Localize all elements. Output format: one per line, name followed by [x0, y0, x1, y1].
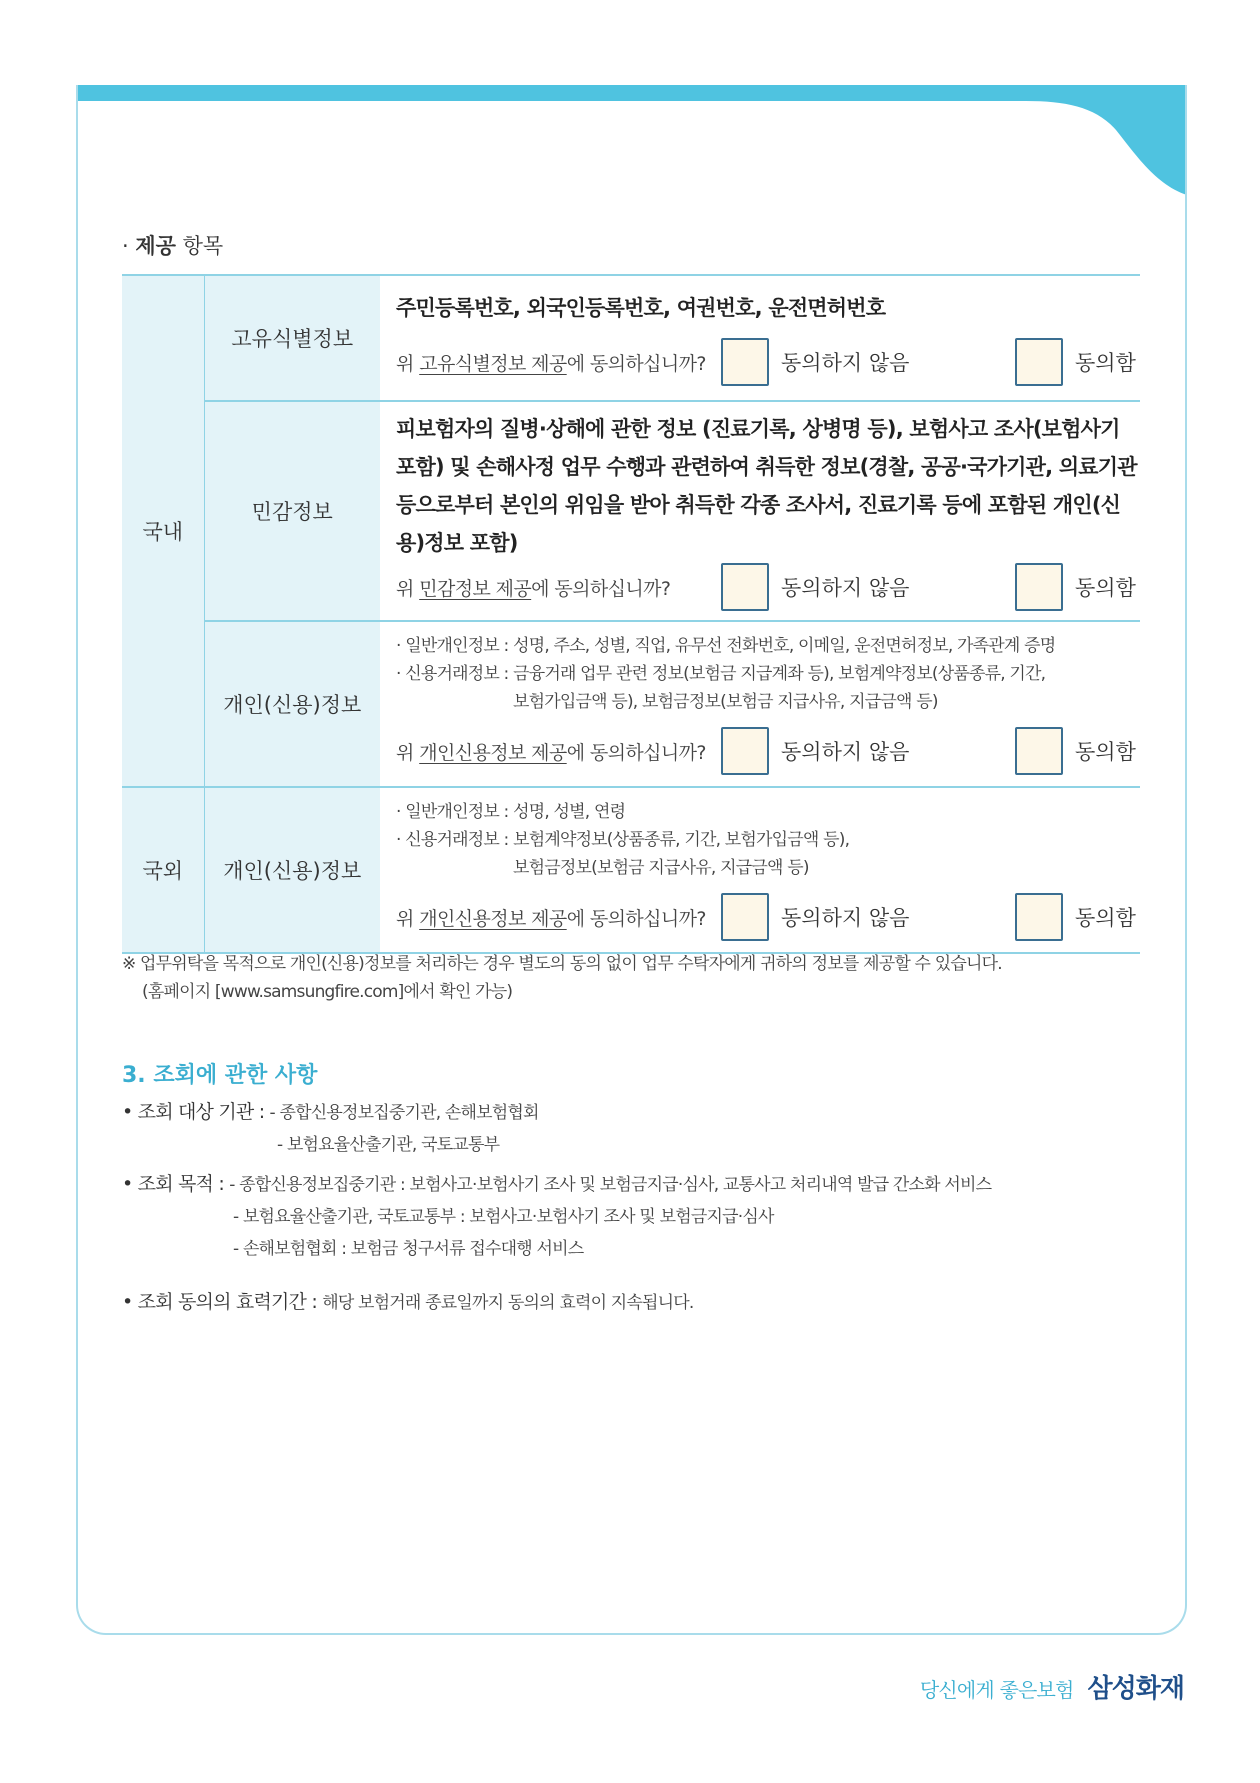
category-cell: 민감정보 — [204, 401, 380, 621]
info-description: 주민등록번호, 외국인등록번호, 여권번호, 운전면허번호 — [396, 296, 886, 320]
table-row — [122, 621, 1140, 787]
brand-footer — [920, 1668, 1184, 1705]
footnote-line: ※ 업무위탁을 목적으로 개인(신용)정보를 처리하는 경우 별도의 동의 없이 업무 수탁자에게 귀하의 정보를 제공할 수 있습니다. — [122, 954, 1002, 974]
agree-label: 동의함 — [1075, 740, 1136, 764]
disagree-checkbox[interactable] — [721, 563, 769, 611]
footnote-line: (홈페이지 [www.samsungfire.com]에서 확인 가능) — [142, 982, 513, 1002]
inquiry-purpose: • 조회 목적 : - 종합신용정보집중기관 : 보험사고·보험사기 조사 및 보험금지급·심사, 교통사고 처리내역 발급 간소화 서비스 - 보험요율산출기관, 국토교통부 : 보험사고·보험사기 조사 및 보험금지급·심사 - 손해보험협회 : 보험금 청구서류 접수대행 서비스 — [122, 1173, 992, 1259]
disagree-checkbox[interactable] — [721, 338, 769, 386]
agree-label: 동의함 — [1075, 906, 1136, 930]
consent-table — [122, 274, 1140, 954]
consent-question: 위 개인신용정보 제공에 동의하십니까? — [396, 907, 706, 930]
region-cell-domestic: 국내 — [122, 275, 204, 787]
content-cell — [380, 275, 1140, 401]
consent-question-row — [396, 892, 1140, 942]
inquiry-institutions: • 조회 대상 기관 : - 종합신용정보집중기관, 손해보험협회 - 보험요율산출기관, 국토교통부 — [122, 1101, 539, 1155]
agree-checkbox[interactable] — [1015, 563, 1063, 611]
brand-slogan: 당신에게 좋은보험 — [919, 1678, 1074, 1702]
content-cell — [380, 401, 1140, 621]
disagree-checkbox[interactable] — [721, 727, 769, 775]
agree-label: 동의함 — [1075, 351, 1136, 375]
info-description: 피보험자의 질병·상해에 관한 정보 (진료기록, 상병명 등), 보험사고 조사(보험사기 포함) 및 손해사정 업무 수행과 관련하여 취득한 정보(경찰, 공공·국가기관, 의료기관 등으로부터 본인의 위임을 받아 취득한 각종 조사서, 진료기록 등에 포함된 개인(신용)정보 포함) — [396, 417, 1137, 555]
category-cell: 개인(신용)정보 — [204, 621, 380, 787]
brand-logo-text: 삼성화재 — [1087, 1674, 1184, 1704]
disagree-label: 동의하지 않음 — [781, 576, 910, 600]
table-row — [122, 401, 1140, 621]
agree-checkbox[interactable] — [1015, 338, 1063, 386]
section-heading-provided-items: · 제공 항목 — [122, 234, 224, 258]
section-3-title: 3. 조회에 관한 사항 — [122, 1063, 318, 1088]
content-cell — [380, 621, 1140, 787]
table-row — [122, 275, 1140, 401]
category-cell: 개인(신용)정보 — [204, 787, 380, 953]
content-cell — [380, 787, 1140, 953]
disagree-checkbox[interactable] — [721, 893, 769, 941]
footnote — [122, 950, 1002, 1006]
agree-checkbox[interactable] — [1015, 727, 1063, 775]
info-list: · 일반개인정보 : 성명, 성별, 연령 · 신용거래정보 : 보험계약정보(상품종류, 기간, 보험가입금액 등), 보험금정보(보험금 지급사유, 지급금액 등) — [396, 802, 850, 878]
consent-question-row — [396, 562, 1140, 612]
consent-question-row — [396, 726, 1140, 776]
agree-checkbox[interactable] — [1015, 893, 1063, 941]
category-cell: 고유식별정보 — [204, 275, 380, 401]
agree-label: 동의함 — [1075, 576, 1136, 600]
disagree-label: 동의하지 않음 — [781, 906, 910, 930]
disagree-label: 동의하지 않음 — [781, 351, 910, 375]
consent-question: 위 민감정보 제공에 동의하십니까? — [396, 577, 671, 600]
disagree-label: 동의하지 않음 — [781, 740, 910, 764]
consent-question: 위 고유식별정보 제공에 동의하십니까? — [396, 352, 706, 375]
table-row — [122, 787, 1140, 953]
inquiry-validity-period: • 조회 동의의 효력기간 : 해당 보험거래 종료일까지 동의의 효력이 지속됩니다. — [122, 1291, 694, 1313]
consent-question-row — [396, 337, 1140, 387]
consent-question: 위 개인신용정보 제공에 동의하십니까? — [396, 741, 706, 764]
info-list: · 일반개인정보 : 성명, 주소, 성별, 직업, 유무선 전화번호, 이메일, 운전면허정보, 가족관계 증명 · 신용거래정보 : 금융거래 업무 관련 정보(보험금 지급계좌 등), 보험계약정보(상품종류, 기간, 보험가입금액 등), 보험금정보(보험금 지급사유, 지급금액 등) — [396, 636, 1056, 712]
region-cell-overseas: 국외 — [122, 787, 204, 953]
